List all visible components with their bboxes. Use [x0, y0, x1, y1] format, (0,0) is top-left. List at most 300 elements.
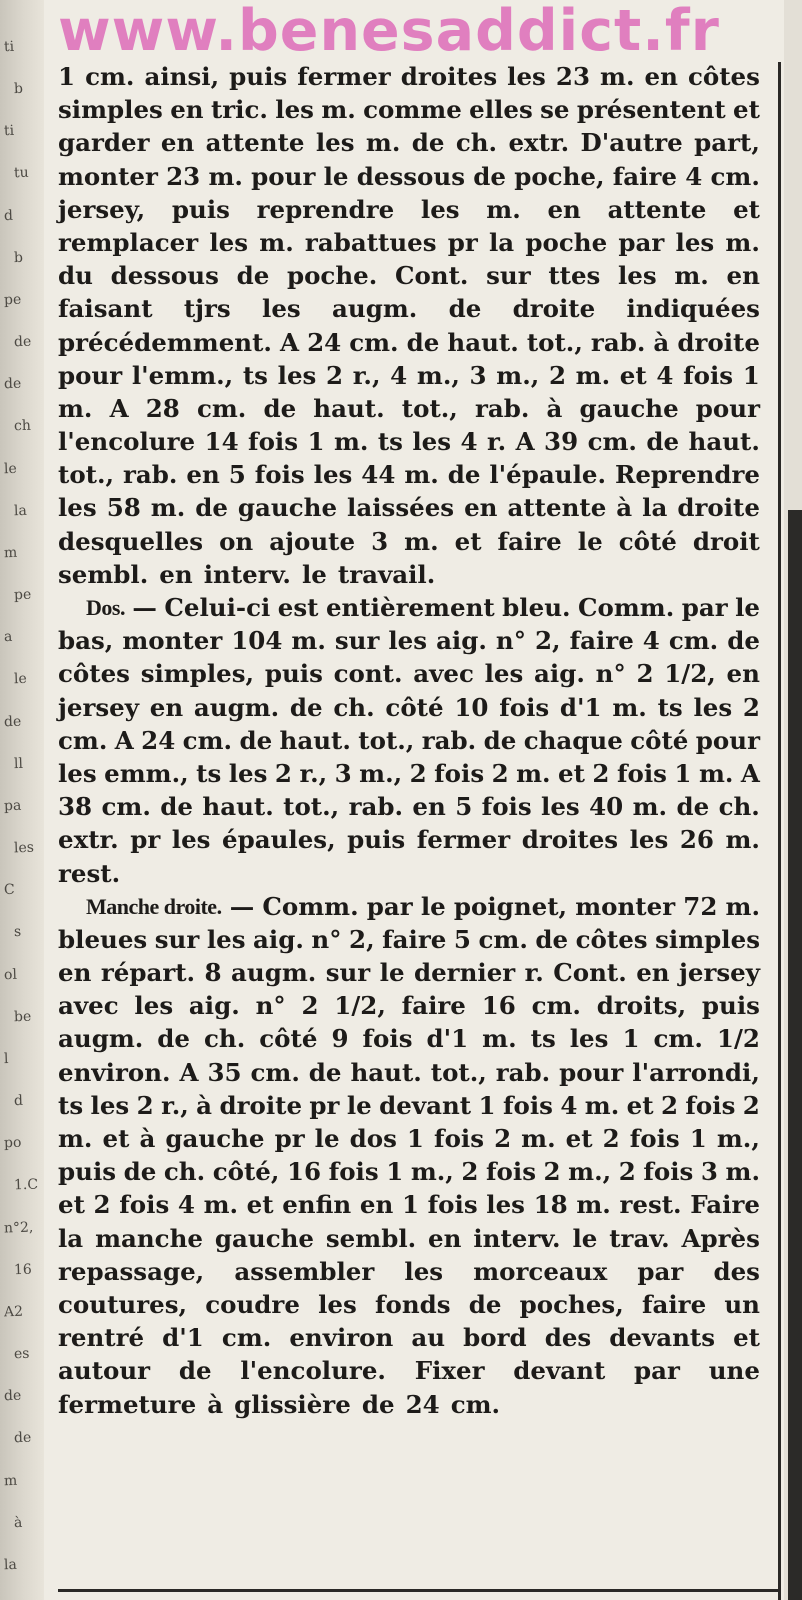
word: gauche: [579, 393, 679, 423]
word: ch.: [455, 128, 498, 158]
word: faire: [382, 924, 447, 954]
word: de: [727, 626, 760, 656]
word: rab.: [474, 393, 530, 423]
word: monter: [58, 161, 158, 191]
word: 14: [204, 427, 239, 457]
word: d'1: [559, 692, 602, 722]
word: m.: [259, 227, 294, 257]
word: rab.: [590, 327, 646, 357]
word: rab.: [495, 1057, 551, 1087]
word: 1: [478, 1090, 496, 1120]
word: m.: [600, 62, 635, 91]
word: simples,: [140, 659, 255, 689]
text-line: [58, 359, 760, 392]
word: de: [646, 427, 680, 457]
word: au: [411, 1323, 446, 1353]
word: faire: [641, 1289, 707, 1319]
word: faire: [497, 526, 562, 556]
text-column: [58, 60, 760, 1421]
word: Comm.: [578, 593, 675, 622]
word: monter: [122, 626, 223, 656]
word: haut.: [202, 792, 274, 822]
margin-fragment: b: [13, 249, 24, 266]
section-heading: Manche droite.: [86, 893, 222, 919]
word: les: [228, 758, 268, 788]
word: des: [713, 1256, 760, 1286]
word: par: [366, 891, 413, 921]
word: fois: [643, 1157, 694, 1187]
word: 2: [494, 1124, 512, 1153]
word: poignet,: [453, 891, 568, 921]
word: m.: [698, 758, 734, 788]
text-line: [58, 93, 760, 126]
word: attente: [205, 128, 305, 158]
word: pour: [559, 1057, 624, 1087]
word: augm.: [58, 1024, 144, 1054]
word: et: [619, 360, 647, 390]
word: faire: [569, 626, 634, 656]
word: ts: [377, 427, 403, 457]
word: les: [275, 95, 314, 125]
word: cm.: [349, 327, 399, 357]
word: en: [726, 261, 760, 291]
margin-fragment: ll: [13, 755, 24, 772]
word: gauche: [237, 493, 338, 523]
word: puis: [264, 659, 323, 689]
word: simples: [655, 924, 760, 954]
text-line: [58, 1155, 760, 1188]
word: cm.: [196, 393, 247, 423]
word: devants: [609, 1323, 716, 1353]
word: ts: [530, 1024, 556, 1054]
word: r.,: [161, 1090, 189, 1120]
word: fois: [248, 427, 299, 457]
word: le: [735, 593, 760, 622]
word: m.: [725, 227, 760, 257]
word: m.,: [496, 360, 540, 390]
word: m.: [674, 261, 709, 291]
word: cm.: [58, 725, 108, 755]
word: du: [58, 261, 93, 291]
word: bleu.: [502, 593, 571, 622]
word: de: [178, 1356, 212, 1386]
text-line: [58, 292, 760, 325]
word: haut.: [350, 1057, 422, 1087]
word: fermer: [416, 825, 511, 855]
word: les: [313, 460, 353, 490]
word: 2: [301, 991, 319, 1021]
text-line: [58, 1089, 760, 1122]
word: n°: [311, 924, 342, 954]
word: 4: [560, 1090, 578, 1120]
text-line: [58, 989, 760, 1022]
word: le: [301, 559, 327, 589]
word: une: [708, 1356, 760, 1386]
word: pour: [251, 161, 316, 191]
text-line: [58, 525, 760, 558]
right-dark-edge: [788, 510, 802, 1600]
word: à: [546, 393, 563, 423]
word: m.: [365, 128, 401, 158]
word: faire: [401, 991, 466, 1021]
text-line: [58, 1354, 760, 1387]
word: en: [359, 1190, 394, 1220]
word: enfin: [282, 1190, 352, 1220]
word: m.,: [410, 1157, 454, 1187]
word: r.,: [299, 758, 328, 788]
word: 40: [589, 792, 624, 822]
word: droit: [692, 526, 760, 556]
margin-fragment: la: [3, 1556, 18, 1574]
word: coudre: [205, 1289, 300, 1319]
word: et: [733, 194, 760, 224]
word: rab.: [348, 792, 404, 822]
word: 2: [491, 758, 509, 788]
word: de: [468, 1289, 502, 1319]
word: faire: [612, 161, 677, 191]
margin-fragment: le: [13, 671, 28, 688]
margin-fragment: tu: [13, 165, 29, 182]
text-line: [58, 1222, 760, 1255]
word: les: [486, 1190, 525, 1220]
word: comme: [363, 95, 462, 125]
word: entièrement: [325, 593, 495, 622]
word: jersey: [58, 692, 139, 722]
word: m.: [208, 161, 243, 191]
word: dernier: [413, 958, 516, 988]
word: et: [102, 1124, 130, 1153]
word: tot.,: [283, 792, 340, 822]
word: ttes: [548, 261, 601, 291]
word: A: [515, 427, 535, 457]
word: rest.: [58, 858, 121, 888]
margin-fragment: ti: [3, 38, 15, 56]
word: les: [404, 1256, 444, 1286]
word: d'1: [426, 1024, 469, 1054]
word: puis: [347, 825, 406, 855]
word: monter: [575, 891, 676, 921]
word: 2: [742, 1090, 760, 1120]
text-line: [58, 890, 760, 923]
word: puis: [229, 62, 288, 91]
word: 23: [555, 62, 590, 91]
text-line: [58, 226, 760, 259]
word: cm.: [587, 427, 637, 457]
word: 1: [674, 758, 692, 788]
word: 39: [544, 427, 579, 457]
word: 2: [136, 1090, 154, 1120]
word: est: [277, 593, 319, 622]
word: cm.: [710, 161, 760, 191]
word: par: [634, 1356, 680, 1386]
word: m.: [632, 792, 668, 822]
word: 24: [141, 725, 176, 755]
word: gauche: [214, 1223, 315, 1253]
word: côtes: [58, 659, 130, 689]
word: 10: [454, 692, 489, 722]
word: à: [616, 493, 633, 523]
word: l'arrondi,: [632, 1057, 760, 1087]
text-line: [58, 624, 760, 657]
word: les: [277, 360, 317, 390]
word: interv.: [473, 1223, 561, 1253]
word: m.: [725, 891, 760, 921]
word: à: [196, 1090, 213, 1120]
word: 1/2,: [664, 659, 716, 689]
word: n°: [595, 659, 626, 689]
margin-fragment: le: [3, 460, 18, 477]
word: 2: [548, 360, 566, 390]
word: Faire: [690, 1190, 760, 1220]
word: fois: [362, 1024, 413, 1054]
word: les: [675, 227, 715, 257]
word: en: [464, 493, 498, 523]
text-line: [58, 425, 760, 458]
text-line: [58, 923, 760, 956]
margin-fragment: ti: [3, 123, 15, 140]
word: fois: [119, 1190, 170, 1220]
word: ch.: [163, 1157, 206, 1187]
word: poches,: [519, 1289, 624, 1319]
margin-fragment: pe: [13, 586, 32, 604]
word: aig.: [436, 626, 487, 656]
text-line: [58, 193, 760, 226]
word: la: [489, 227, 515, 257]
margin-fragment: 1.C: [13, 1176, 39, 1194]
word: 1: [622, 1024, 640, 1054]
word: m.: [58, 1124, 93, 1153]
word: 35: [207, 1057, 242, 1087]
word: on: [219, 526, 254, 556]
text-line: [58, 823, 760, 856]
word: l'encolure.: [240, 1356, 386, 1386]
word: 2: [592, 758, 610, 788]
word: haut.: [688, 427, 760, 457]
word: en: [547, 194, 581, 224]
word: les: [420, 194, 460, 224]
word: glissière: [234, 1389, 351, 1419]
word: en: [726, 659, 760, 689]
word: m.: [725, 1157, 760, 1187]
word: m.: [486, 194, 521, 224]
word: m.: [516, 758, 551, 788]
word: aig.: [534, 659, 585, 689]
margin-fragment: be: [13, 1008, 32, 1026]
word: cm.: [221, 1323, 272, 1353]
word: bord: [463, 1323, 527, 1353]
margin-fragment: m: [3, 1472, 18, 1489]
margin-fragment: ch: [13, 418, 32, 435]
word: ch.: [333, 692, 375, 722]
word: à: [207, 1389, 224, 1419]
word: m.: [150, 493, 186, 523]
word: côtes: [687, 62, 760, 91]
word: m.: [291, 626, 326, 656]
text-line: [58, 591, 760, 624]
word: m.: [482, 1024, 517, 1054]
word: en: [412, 792, 446, 822]
word: de: [160, 792, 193, 822]
word: laissées: [347, 493, 455, 523]
word: cont.: [333, 659, 403, 689]
word: 9: [331, 1024, 349, 1054]
word: côté: [385, 692, 444, 722]
margin-fragment: b: [13, 81, 24, 98]
word: les: [134, 991, 174, 1021]
word: côté: [618, 526, 677, 556]
word: les: [507, 62, 546, 91]
word: m.: [58, 393, 93, 423]
word: n°: [495, 626, 526, 656]
word: —: [229, 891, 255, 921]
word: devant: [379, 1090, 472, 1120]
word: aig.: [188, 991, 240, 1021]
word: travail.: [337, 559, 436, 589]
word: tric.: [210, 95, 268, 125]
word: 16: [286, 1157, 322, 1187]
word: les: [209, 227, 249, 257]
word: m.: [575, 360, 611, 390]
word: un: [724, 1289, 760, 1319]
margin-fragment: de: [3, 1387, 22, 1405]
word: emm.,: [104, 758, 189, 788]
word: en: [149, 692, 184, 722]
word: m.: [521, 1124, 556, 1153]
word: augm.: [332, 294, 418, 324]
text-line: [58, 392, 760, 425]
word: 5: [455, 792, 473, 822]
margin-fragment: po: [3, 1134, 22, 1152]
word: 1/2: [716, 1024, 760, 1054]
word: le: [323, 161, 349, 191]
word: et: [246, 1190, 274, 1220]
word: de: [361, 1389, 395, 1419]
word: bas,: [58, 626, 114, 656]
word: les: [262, 294, 301, 324]
word: le: [314, 1124, 340, 1153]
word: A: [179, 1057, 199, 1087]
word: 2: [543, 1157, 561, 1187]
word: 3: [469, 360, 487, 390]
word: pr: [309, 1090, 340, 1120]
word: jersey,: [58, 194, 146, 224]
word: A: [280, 327, 300, 357]
word: attente: [607, 194, 707, 224]
word: fois: [499, 692, 550, 722]
word: haut.: [447, 327, 519, 357]
word: remplacer: [58, 227, 199, 257]
word: ts: [196, 758, 222, 788]
word: le: [346, 1090, 372, 1120]
word: tot.,: [526, 327, 583, 357]
word: droites: [521, 825, 619, 855]
text-line: [58, 857, 760, 890]
word: interv.: [203, 559, 291, 589]
word: D'autre: [580, 128, 683, 158]
text-line: [58, 259, 760, 292]
word: droite: [512, 294, 596, 324]
word: m.: [321, 95, 356, 125]
word: les: [569, 1024, 609, 1054]
word: 1/2,: [334, 991, 386, 1021]
word: m.,: [716, 1124, 760, 1153]
word: reprendre: [256, 194, 395, 224]
word: poche.: [286, 261, 378, 291]
word: poche,: [514, 161, 605, 191]
section-heading: Dos.: [86, 595, 125, 620]
text-line: [58, 1056, 760, 1089]
word: et: [626, 1090, 654, 1120]
word: des: [544, 1323, 592, 1353]
word: r.: [524, 958, 544, 988]
word: 2: [742, 692, 760, 722]
word: Fixer: [414, 1356, 485, 1386]
word: haut.: [279, 725, 351, 755]
word: côté: [630, 725, 689, 755]
margin-fragment: d: [13, 1092, 24, 1110]
word: faisant: [58, 294, 153, 324]
margin-fragment: A2: [3, 1303, 24, 1321]
word: les: [541, 792, 580, 822]
word: de: [473, 161, 506, 191]
word: tot.,: [401, 393, 458, 423]
margin-fragment: de: [3, 376, 22, 393]
word: sur: [334, 626, 380, 656]
word: 1: [58, 62, 76, 91]
word: de: [406, 327, 440, 357]
word: 1: [689, 1124, 707, 1153]
word: cm.: [668, 626, 719, 656]
word: gauche: [165, 1124, 265, 1153]
word: puis: [171, 194, 230, 224]
word: répart.: [100, 958, 196, 988]
word: côté,: [212, 1157, 280, 1187]
word: 3: [371, 526, 389, 556]
text-line: [58, 790, 760, 823]
word: sur: [486, 261, 531, 291]
word: r.,: [352, 360, 381, 390]
word: repassage,: [58, 1256, 205, 1286]
word: garder: [58, 128, 150, 158]
word: par: [637, 1256, 684, 1286]
word: Cont.: [553, 958, 627, 988]
word: tjrs: [183, 294, 231, 324]
margin-fragment: de: [13, 1430, 32, 1447]
word: A: [114, 725, 134, 755]
margin-fragment: m: [3, 544, 18, 562]
word: cm.: [653, 1024, 703, 1054]
word: de: [483, 725, 517, 755]
margin-fragment: a: [3, 629, 13, 646]
word: fermeture: [58, 1389, 197, 1419]
word: côté: [259, 1024, 318, 1054]
word: et: [565, 1124, 593, 1153]
margin-fragment: n°2,: [3, 1219, 34, 1237]
word: de: [447, 460, 481, 490]
word: et: [58, 1190, 85, 1220]
word: 24: [307, 327, 342, 357]
margin-fragment: es: [13, 1345, 30, 1363]
word: 23: [166, 161, 201, 191]
word: 2: [660, 1090, 678, 1120]
word: manche: [95, 1223, 203, 1253]
word: 4: [685, 161, 703, 191]
word: fois: [434, 1124, 485, 1153]
word: d'1: [162, 1323, 204, 1353]
word: de: [308, 1057, 342, 1087]
word: de: [411, 128, 445, 158]
margin-fragment: pa: [3, 797, 22, 815]
